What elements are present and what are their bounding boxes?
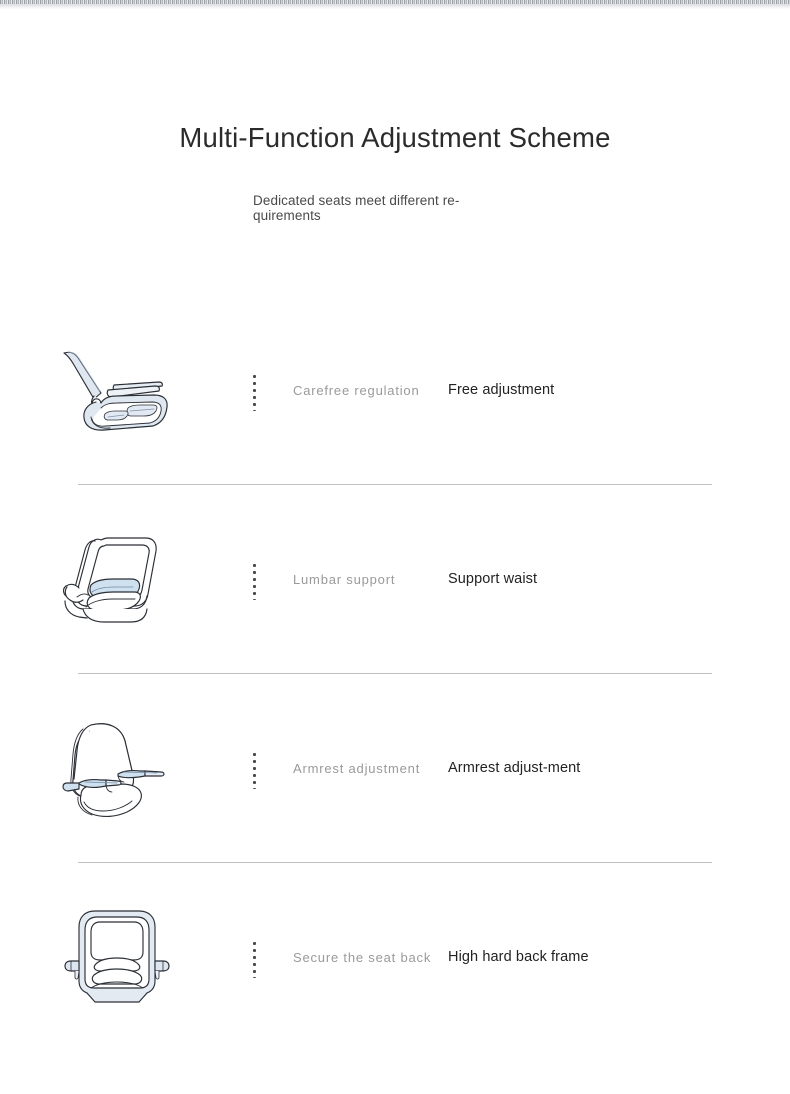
feature-label: Lumbar support	[293, 571, 396, 587]
chair-back-frame-front-icon	[61, 905, 173, 1011]
vertical-dotted-divider	[253, 938, 256, 978]
lumbar-support-chair-icon	[61, 529, 173, 631]
table-row	[0, 296, 790, 485]
row-dots-cell	[215, 371, 293, 411]
table-row	[0, 485, 790, 674]
feature-label: Secure the seat back	[293, 949, 432, 965]
vertical-dotted-divider	[253, 560, 256, 600]
feature-value: High hard back frame	[448, 949, 589, 965]
row-dots-cell	[215, 749, 293, 789]
table-row	[0, 674, 790, 863]
row-value-cell	[448, 949, 790, 966]
page-subtitle-container	[253, 193, 515, 223]
row-label-cell	[293, 950, 448, 966]
row-value-cell	[448, 571, 790, 588]
page-header	[0, 118, 790, 158]
row-icon-cell	[0, 341, 215, 441]
row-value-cell	[448, 382, 790, 399]
feature-value: Armrest adjust-ment	[448, 760, 581, 776]
row-dots-cell	[215, 560, 293, 600]
recline-chair-side-icon	[58, 341, 176, 441]
feature-label: Armrest adjustment	[293, 760, 421, 776]
row-label-cell	[293, 383, 448, 399]
row-icon-cell	[0, 905, 215, 1011]
top-edge-band-fade	[0, 4, 790, 9]
page-subtitle: Dedicated seats meet different re-quirements	[253, 193, 460, 223]
row-dots-cell	[215, 938, 293, 978]
row-label-cell	[293, 572, 448, 588]
armrest-chair-icon	[61, 717, 173, 821]
feature-value: Free adjustment	[448, 382, 555, 398]
feature-list	[0, 296, 790, 1052]
table-row	[0, 863, 790, 1052]
vertical-dotted-divider	[253, 749, 256, 789]
row-icon-cell	[0, 529, 215, 631]
page-title: Multi-Function Adjustment Scheme	[179, 122, 611, 153]
feature-value: Support waist	[448, 571, 538, 587]
feature-label: Carefree regulation	[293, 382, 420, 398]
row-value-cell	[448, 760, 790, 777]
row-label-cell	[293, 761, 448, 777]
vertical-dotted-divider	[253, 371, 256, 411]
row-icon-cell	[0, 717, 215, 821]
